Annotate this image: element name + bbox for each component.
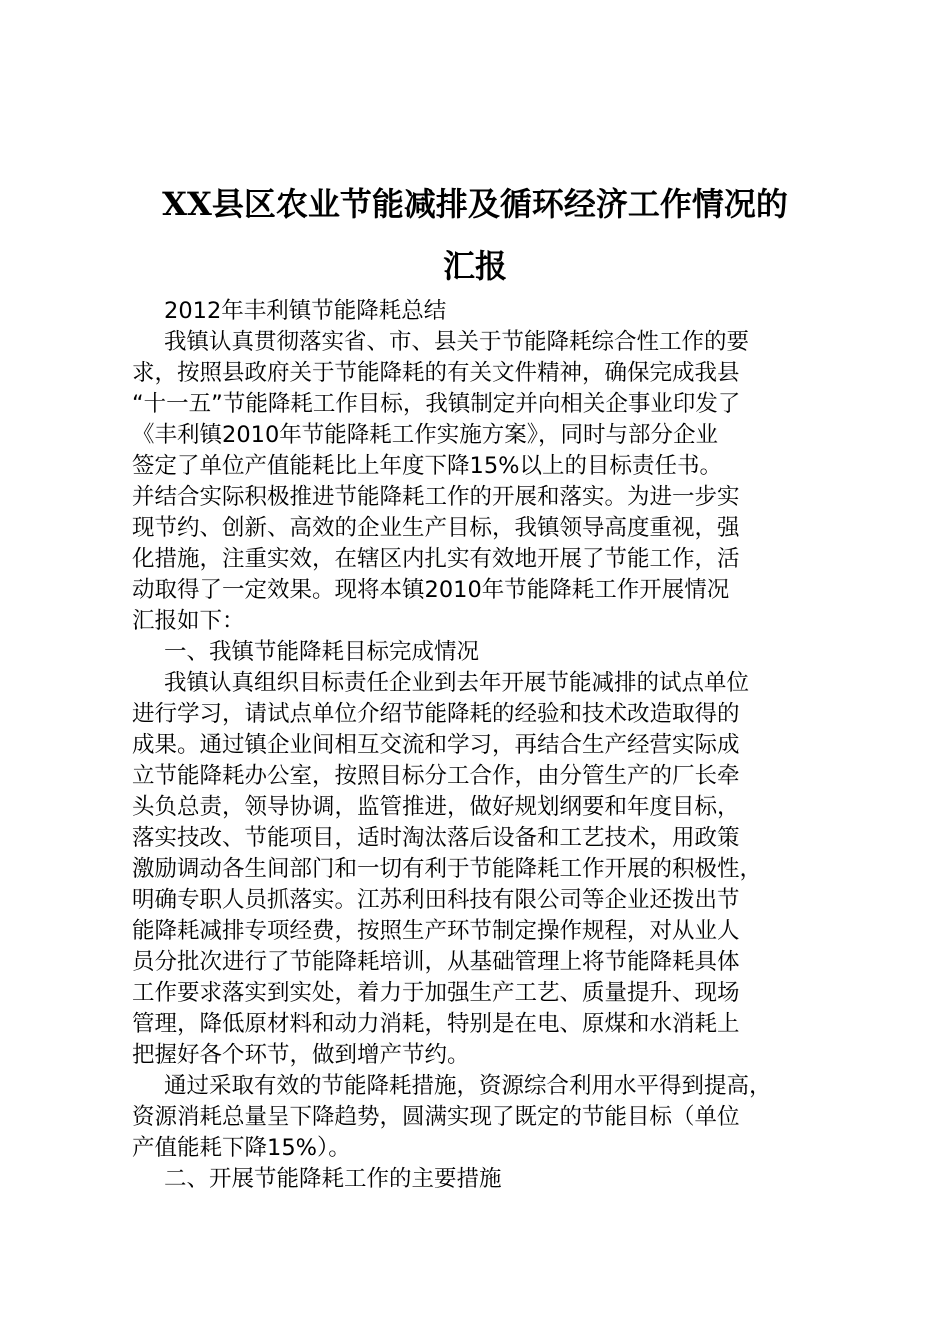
paragraph-line: 通过采取有效的节能降耗措施，资源综合利用水平得到提高， <box>164 1073 772 1099</box>
paragraph-line: 化措施，注重实效，在辖区内扎实有效地开展了节能工作，活 <box>132 546 740 572</box>
paragraph-line: 明确专职人员抓落实。江苏利田科技有限公司等企业还拨出节 <box>132 887 740 913</box>
paragraph-line: 能降耗减排专项经费，按照生产环节制定操作规程，对从业人 <box>132 918 740 944</box>
paragraph-line: 动取得了一定效果。现将本镇2010年节能降耗工作开展情况 <box>132 577 730 603</box>
paragraph-line: 产值能耗下降15%）。 <box>132 1135 351 1161</box>
document-title-line-2: 汇报 <box>442 247 507 285</box>
paragraph-line: 落实技改、节能项目，适时淘汰落后设备和工艺技术，用政策 <box>132 825 740 851</box>
section-heading-1: 一、我镇节能降耗目标完成情况 <box>164 639 480 665</box>
paragraph-line: 我镇认真贯彻落实省、市、县关于节能降耗综合性工作的要 <box>164 329 750 355</box>
paragraph-line: 《丰利镇2010年节能降耗工作实施方案》，同时与部分企业 <box>132 422 719 448</box>
paragraph-line: 我镇认真组织目标责任企业到去年开展节能减排的试点单位 <box>164 670 750 696</box>
document-title-line-1: XX县区农业节能减排及循环经济工作情况的 <box>162 185 788 223</box>
section-heading-2: 二、开展节能降耗工作的主要措施 <box>164 1166 502 1192</box>
paragraph-line: 并结合实际积极推进节能降耗工作的开展和落实。为进一步实 <box>132 484 740 510</box>
paragraph-line: 员分批次进行了节能降耗培训，从基础管理上将节能降耗具体 <box>132 949 740 975</box>
paragraph-line: 立节能降耗办公室，按照目标分工合作，由分管生产的厂长牵 <box>132 763 740 789</box>
paragraph-line: 现节约、创新、高效的企业生产目标，我镇领导高度重视，强 <box>132 515 740 541</box>
paragraph-line: “十一五”节能降耗工作目标，我镇制定并向相关企事业印发了 <box>132 391 741 417</box>
paragraph-line: 进行学习，请试点单位介绍节能降耗的经验和技术改造取得的 <box>132 701 740 727</box>
paragraph-line: 求，按照县政府关于节能降耗的有关文件精神，确保完成我县 <box>132 360 740 386</box>
paragraph-line: 管理，降低原材料和动力消耗，特别是在电、原煤和水消耗上 <box>132 1011 740 1037</box>
paragraph-line: 头负总责，领导协调，监管推进，做好规划纲要和年度目标， <box>132 794 740 820</box>
paragraph-line: 汇报如下： <box>132 608 245 634</box>
paragraph-line: 激励调动各生间部门和一切有利于节能降耗工作开展的积极性， <box>132 856 763 882</box>
paragraph-line: 资源消耗总量呈下降趋势，圆满实现了既定的节能目标（单位 <box>132 1104 740 1130</box>
paragraph-line: 签定了单位产值能耗比上年度下降15%以上的目标责任书。 <box>132 453 723 479</box>
paragraph-line: 工作要求落实到实处，着力于加强生产工艺、质量提升、现场 <box>132 980 740 1006</box>
paragraph-line: 把握好各个环节，做到增产节约。 <box>132 1042 470 1068</box>
paragraph-line: 成果。通过镇企业间相互交流和学习，再结合生产经营实际成 <box>132 732 740 758</box>
subtitle-2012-summary: 2012年丰利镇节能降耗总结 <box>164 298 447 324</box>
